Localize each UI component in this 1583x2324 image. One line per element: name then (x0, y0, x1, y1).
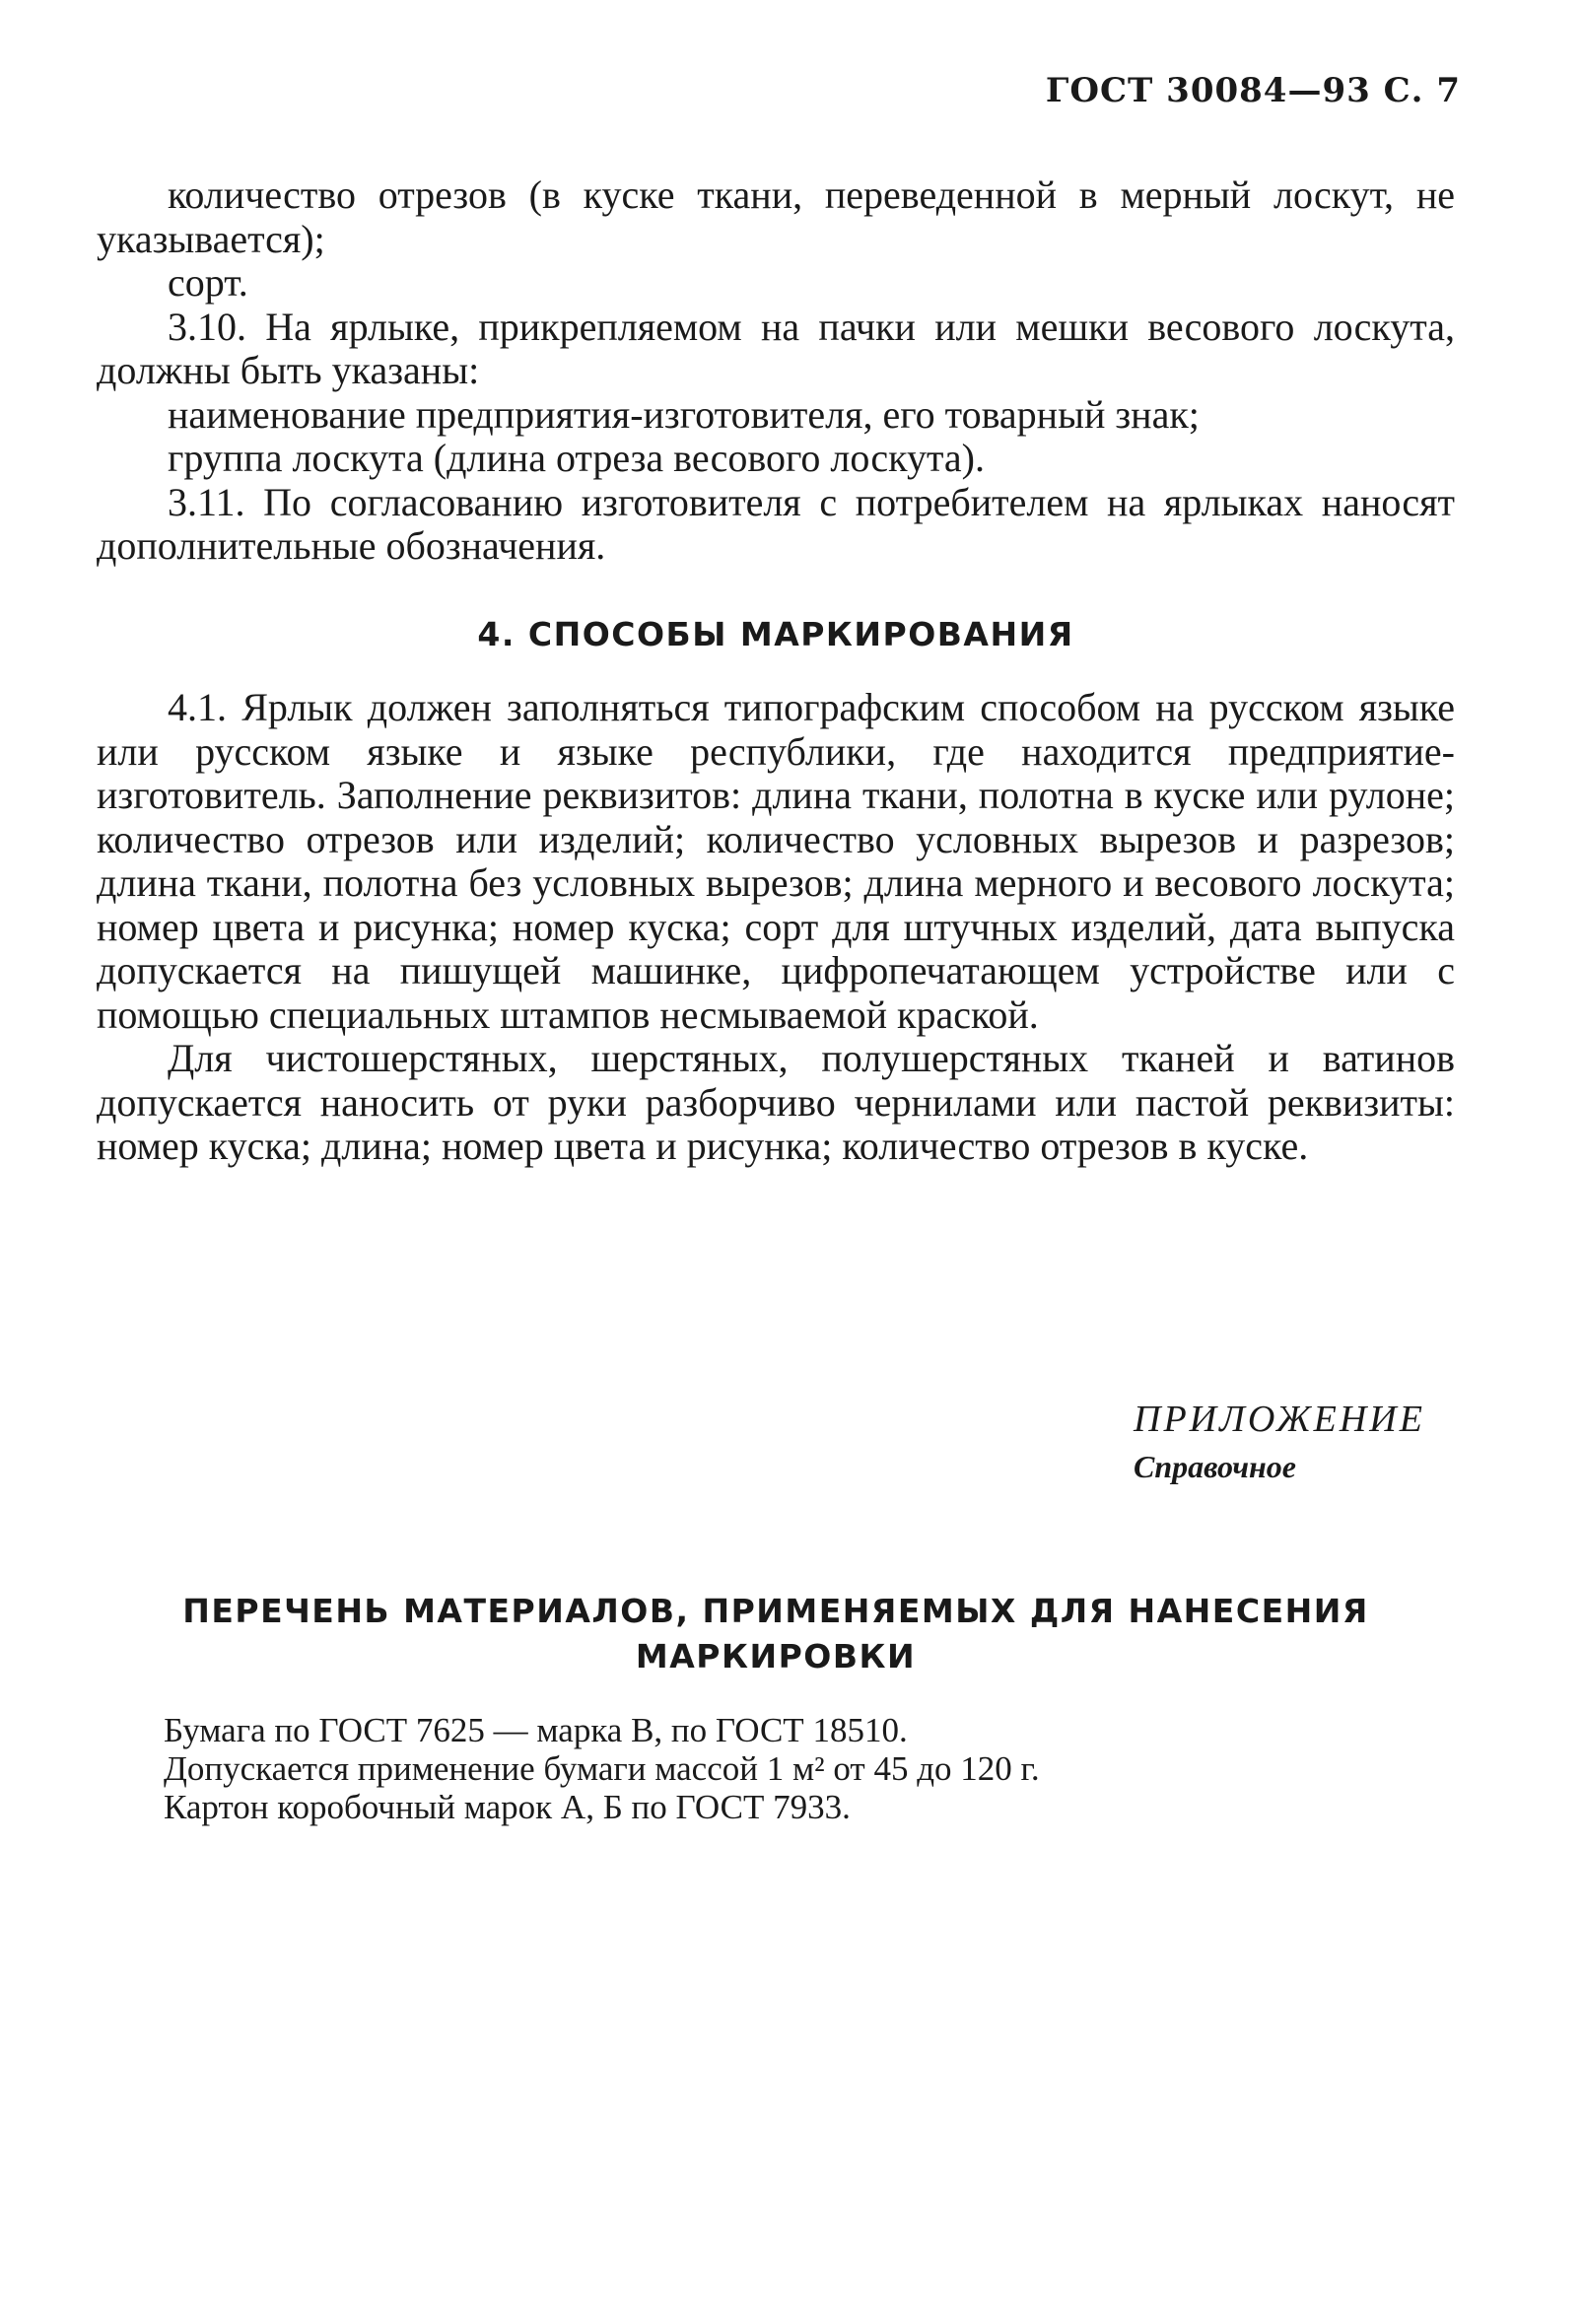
paragraph: наименование предприятия-изготовителя, его товарный знак; (168, 391, 1200, 437)
paragraph: группа лоскута (длина отреза весового лоскута). (168, 436, 985, 480)
paragraph: 3.11. По согласованию изготовителя с потребителем на ярлыках наносят дополнительные обозначения. (97, 479, 1455, 568)
appendix-label: ПРИЛОЖЕНИЕ (1134, 1399, 1425, 1440)
paragraph: 4.1. Ярлык должен заполняться типографским способом на русском языке или русском языке и языке республики, где находится предприятие-изготовитель. Заполнение реквизитов: длина ткани, полотна в куске или рулоне; количество отрезов или изделий; количество условных вырезов и разрезов; длина ткани, полотна без условных вырезов; длина мерного и весового лоскута; номер цвета и рисунка; номер куска; сорт для штучных изделий, дата выпуска допускается на пишущей машинке, цифропечатающем устройстве или с помощью специальных штампов несмываемой краской. (97, 685, 1455, 1037)
materials-line: Картон коробочный марок А, Б по ГОСТ 7933. (164, 1788, 851, 1826)
appendix-sublabel: Справочное (1134, 1449, 1296, 1484)
appendix-title-line: МАРКИРОВКИ (635, 1637, 917, 1675)
materials-line: Допускается применение бумаги массой 1 м² от 45 до 120 г. (164, 1749, 1040, 1788)
materials-line: Бумага по ГОСТ 7625 — марка В, по ГОСТ 18510. (164, 1711, 908, 1749)
paragraph: 3.10. На ярлыке, прикрепляемом на пачки или мешки весового лоскута, должны быть указаны: (97, 304, 1455, 392)
running-head: ГОСТ 30084—93 С. 7 (1045, 71, 1461, 110)
paragraph: Для чистошерстяных, шерстяных, полушерстяных тканей и ватинов допускается наносить от руки разборчиво чернилами или пастой реквизиты: номер куска; длина; номер цвета и рисунка; количество отрезов в куске. (97, 1036, 1455, 1168)
paragraph: сорт. (168, 260, 248, 305)
appendix-title (97, 1589, 1455, 1679)
materials-list (164, 1711, 1040, 1826)
section-4-body (97, 686, 1455, 1169)
section-4-heading: 4. СПОСОБЫ МАРКИРОВАНИЯ (477, 615, 1074, 653)
paragraph: количество отрезов (в куске ткани, переведенной в мерный лоскут, не указывается); (97, 172, 1455, 261)
appendix-title-line: ПЕРЕЧЕНЬ МАТЕРИАЛОВ, ПРИМЕНЯЕМЫХ ДЛЯ НАНЕСЕНИЯ (182, 1592, 1369, 1630)
section-3-continuation (97, 173, 1455, 569)
